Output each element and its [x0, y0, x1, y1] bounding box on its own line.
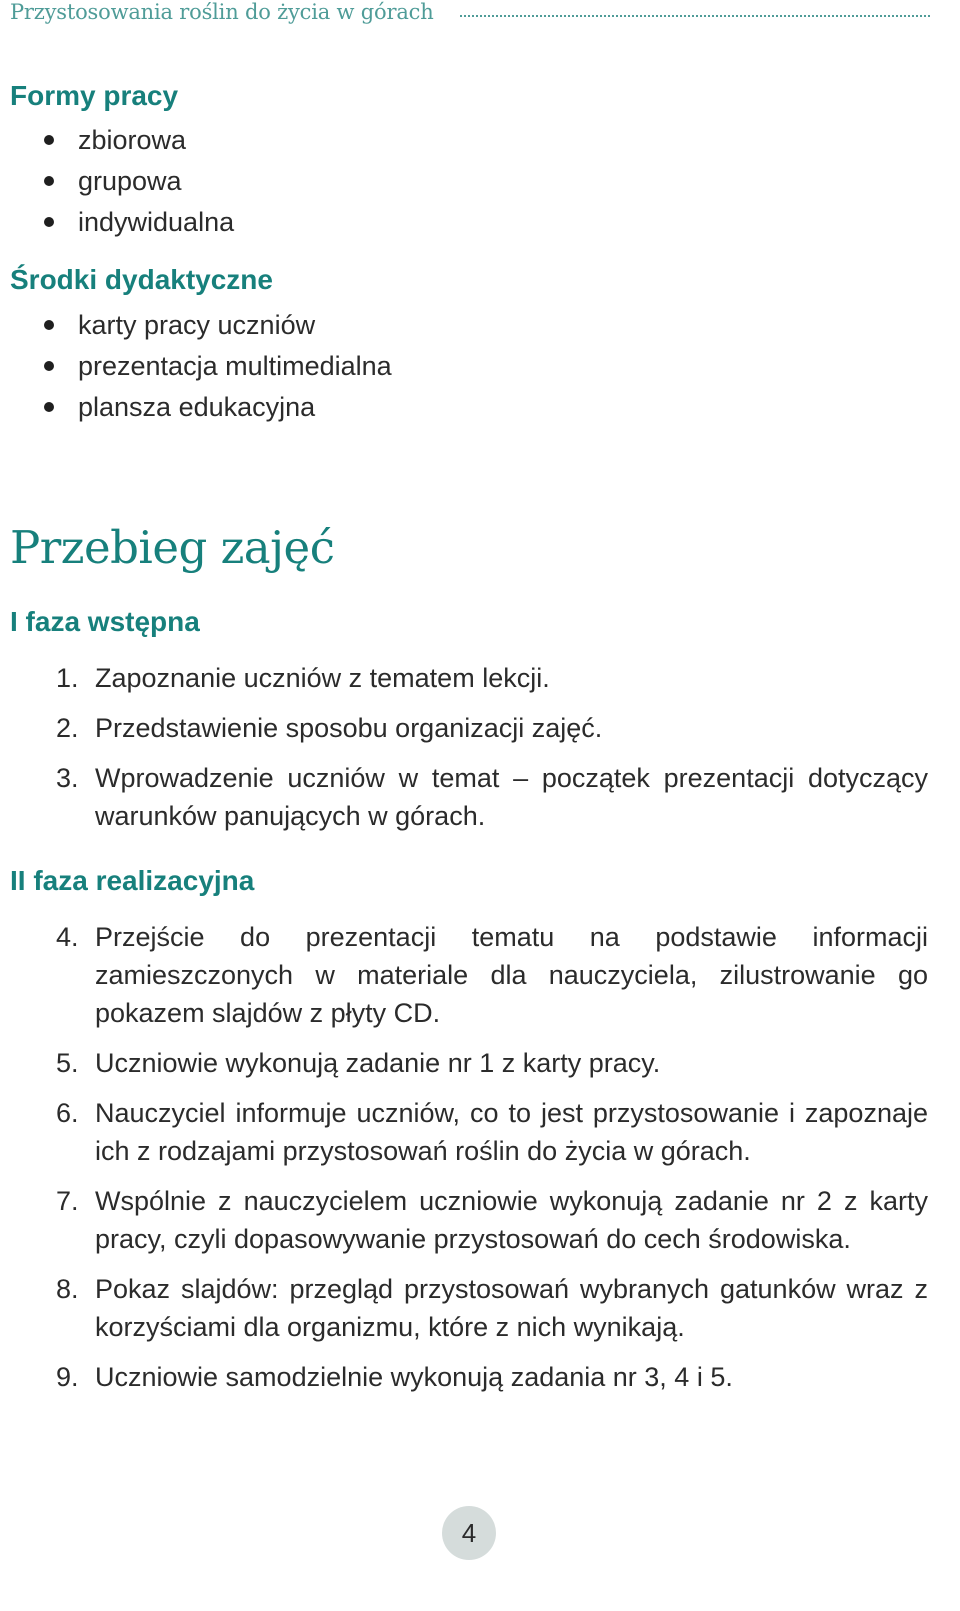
- item-text: Przejście do prezentacji tematu na podstawie informacji zamieszczonych w materiale dla nauczyciela, zilustrowanie go pokazem slajdów z płyty CD.: [95, 922, 928, 1028]
- list-item: [56, 659, 928, 697]
- list-item-text: zbiorowa: [78, 125, 187, 155]
- list-item-text: karty pracy uczniów: [78, 310, 316, 340]
- list-item: [56, 709, 928, 747]
- item-number: 2.: [56, 713, 79, 743]
- list-item-text: plansza edukacyjna: [78, 392, 316, 422]
- list-item: [56, 759, 928, 835]
- aids-heading: Środki dydaktyczne: [10, 264, 273, 295]
- item-text: Uczniowie samodzielnie wykonują zadania nr 3, 4 i 5.: [95, 1362, 733, 1392]
- item-number: 1.: [56, 663, 79, 693]
- item-text: Przedstawienie sposobu organizacji zajęć.: [95, 713, 603, 743]
- item-text: Uczniowie wykonują zadanie nr 1 z karty pracy.: [95, 1048, 661, 1078]
- phase1-heading: I faza wstępna: [10, 606, 200, 637]
- dotted-leader: [460, 15, 930, 17]
- bullet-icon: [44, 361, 54, 371]
- bullet-icon: [44, 135, 54, 145]
- list-item: [56, 1182, 928, 1258]
- page-number-badge: 4: [442, 1506, 496, 1560]
- list-item: [44, 346, 392, 387]
- forms-heading: Formy pracy: [10, 80, 179, 111]
- list-item: [44, 120, 234, 161]
- running-header: [10, 0, 930, 26]
- item-number: 5.: [56, 1048, 79, 1078]
- bullet-icon: [44, 402, 54, 412]
- page-title: Przebieg zajęć: [10, 521, 335, 574]
- bullet-icon: [44, 320, 54, 330]
- list-item: [56, 1358, 928, 1396]
- phase2-heading: II faza realizacyjna: [10, 865, 255, 896]
- item-text: Wspólnie z nauczycielem uczniowie wykonują zadanie nr 2 z karty pracy, czyli dopasowywanie przystosowań do cech środowiska.: [95, 1186, 928, 1254]
- list-item-text: indywidualna: [78, 207, 235, 237]
- item-number: 7.: [56, 1186, 79, 1216]
- phase2-list: [56, 918, 928, 1408]
- list-item: [44, 305, 392, 346]
- aids-list: [44, 305, 392, 428]
- item-number: 3.: [56, 763, 79, 793]
- forms-list: [44, 120, 234, 243]
- item-number: 9.: [56, 1362, 79, 1392]
- item-number: 8.: [56, 1274, 79, 1304]
- bullet-icon: [44, 176, 54, 186]
- list-item: [56, 1270, 928, 1346]
- list-item: [56, 1044, 928, 1082]
- list-item: [44, 161, 234, 202]
- list-item: [56, 918, 928, 1032]
- item-text: Wprowadzenie uczniów w temat – początek prezentacji dotyczący warunków panujących w górach.: [95, 763, 928, 831]
- list-item-text: grupowa: [78, 166, 182, 196]
- item-number: 4.: [56, 922, 79, 952]
- item-number: 6.: [56, 1098, 79, 1128]
- list-item-text: prezentacja multimedialna: [78, 351, 392, 381]
- running-title: Przystosowania roślin do życia w górach: [10, 0, 434, 24]
- list-item: [44, 202, 234, 243]
- item-text: Nauczyciel informuje uczniów, co to jest przystosowanie i zapoznaje ich z rodzajami przystosowań roślin do życia w górach.: [95, 1098, 928, 1166]
- phase1-list: [56, 659, 928, 847]
- item-text: Zapoznanie uczniów z tematem lekcji.: [95, 663, 550, 693]
- list-item: [44, 387, 392, 428]
- item-text: Pokaz slajdów: przegląd przystosowań wybranych gatunków wraz z korzyściami dla organizmu, które z nich wynikają.: [95, 1274, 928, 1342]
- list-item: [56, 1094, 928, 1170]
- bullet-icon: [44, 217, 54, 227]
